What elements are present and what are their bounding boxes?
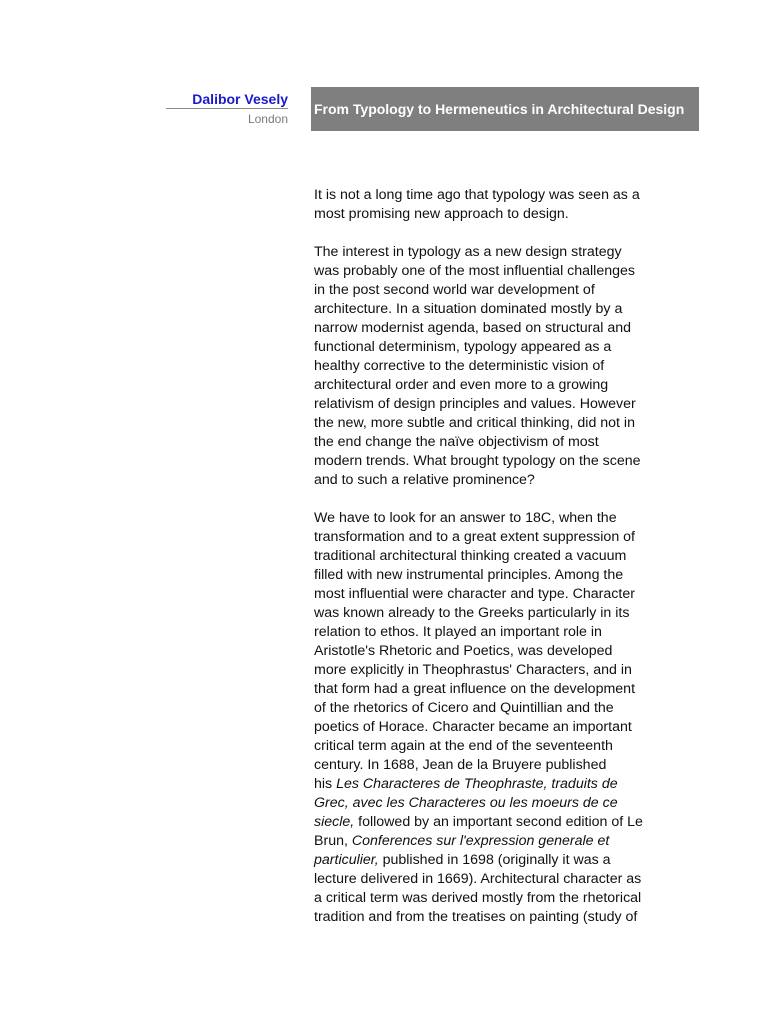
text-line: more explicitly in Theophrastus' Characters, and in bbox=[314, 662, 632, 678]
text-line: traditional architectural thinking created a vacuum bbox=[314, 548, 627, 564]
article-title: From Typology to Hermeneutics in Architectural Design bbox=[314, 101, 685, 117]
text-line: the end change the naïve objectivism of most bbox=[314, 434, 599, 450]
text-line: Aristotle's Rhetoric and Poetics, was developed bbox=[314, 643, 613, 659]
text-line: poetics of Horace. Character became an important bbox=[314, 719, 632, 735]
text-line: in the post second world war development of bbox=[314, 282, 595, 298]
text-line: tradition and from the treatises on painting (study of bbox=[314, 909, 638, 925]
paragraph-1 bbox=[314, 186, 654, 224]
text-line: century. In 1688, Jean de la Bruyere published bbox=[314, 757, 607, 773]
text-fragment: followed by an important second edition of Le bbox=[354, 814, 643, 830]
article-title-banner bbox=[311, 87, 699, 131]
text-line: transformation and to a great extent suppression of bbox=[314, 529, 635, 545]
book-title-italic: siecle, bbox=[314, 814, 355, 830]
text-line: and to such a relative prominence? bbox=[314, 472, 535, 488]
text-fragment: published in 1698 (originally it was a bbox=[378, 852, 611, 868]
text-line: critical term again at the end of the seventeenth bbox=[314, 738, 613, 754]
text-line: was known already to the Greeks particularly in its bbox=[314, 605, 630, 621]
text-line: most influential were character and type. Character bbox=[314, 586, 635, 602]
text-line: narrow modernist agenda, based on structural and bbox=[314, 320, 632, 336]
text-line: of the rhetorics of Cicero and Quintillian and the bbox=[314, 700, 614, 716]
text-fragment: his bbox=[314, 776, 337, 792]
paragraph-2 bbox=[314, 243, 654, 490]
text-line: lecture delivered in 1669). Architectural character as bbox=[314, 871, 642, 887]
text-line: The interest in typology as a new design strategy bbox=[314, 244, 622, 260]
text-line bbox=[314, 775, 654, 794]
text-line: It is not a long time ago that typology was seen as a bbox=[314, 187, 640, 203]
text-line: that form had a great influence on the development bbox=[314, 681, 636, 697]
book-title-italic: Conferences sur l'expression generale et bbox=[351, 833, 610, 849]
text-line: filled with new instrumental principles. Among the bbox=[314, 567, 624, 583]
book-title-italic: Grec, avec les Characteres ou les moeurs de ce bbox=[314, 795, 618, 811]
book-title-italic: Les Characteres de Theophraste, traduits de bbox=[336, 776, 618, 792]
text-line: most promising new approach to design. bbox=[314, 206, 569, 222]
text-line: relativism of design principles and values. However bbox=[314, 396, 636, 412]
text-line: functional determinism, typology appeared as a bbox=[314, 339, 612, 355]
text-line bbox=[314, 813, 654, 832]
book-title-italic: particulier, bbox=[314, 852, 379, 868]
text-line: architectural order and even more to a growing bbox=[314, 377, 609, 393]
text-line: modern trends. What brought typology on the scene bbox=[314, 453, 641, 469]
article-body bbox=[314, 186, 654, 927]
text-line: relation to ethos. It played an important role in bbox=[314, 624, 602, 640]
text-fragment: Brun, bbox=[314, 833, 352, 849]
text-line: We have to look for an answer to 18C, when the bbox=[314, 510, 617, 526]
text-line bbox=[314, 851, 654, 870]
author-block bbox=[166, 90, 288, 128]
text-line bbox=[314, 832, 654, 851]
author-link[interactable]: Dalibor Vesely bbox=[166, 90, 288, 109]
text-line: a critical term was derived mostly from the rhetorical bbox=[314, 890, 642, 906]
paragraph-3 bbox=[314, 509, 654, 927]
text-line: was probably one of the most influential challenges bbox=[314, 263, 635, 279]
text-line: architecture. In a situation dominated mostly by a bbox=[314, 301, 623, 317]
text-line: the new, more subtle and critical thinking, did not in bbox=[314, 415, 635, 431]
text-line: healthy corrective to the deterministic vision of bbox=[314, 358, 605, 374]
author-location: London bbox=[247, 112, 288, 126]
text-line bbox=[314, 794, 654, 813]
